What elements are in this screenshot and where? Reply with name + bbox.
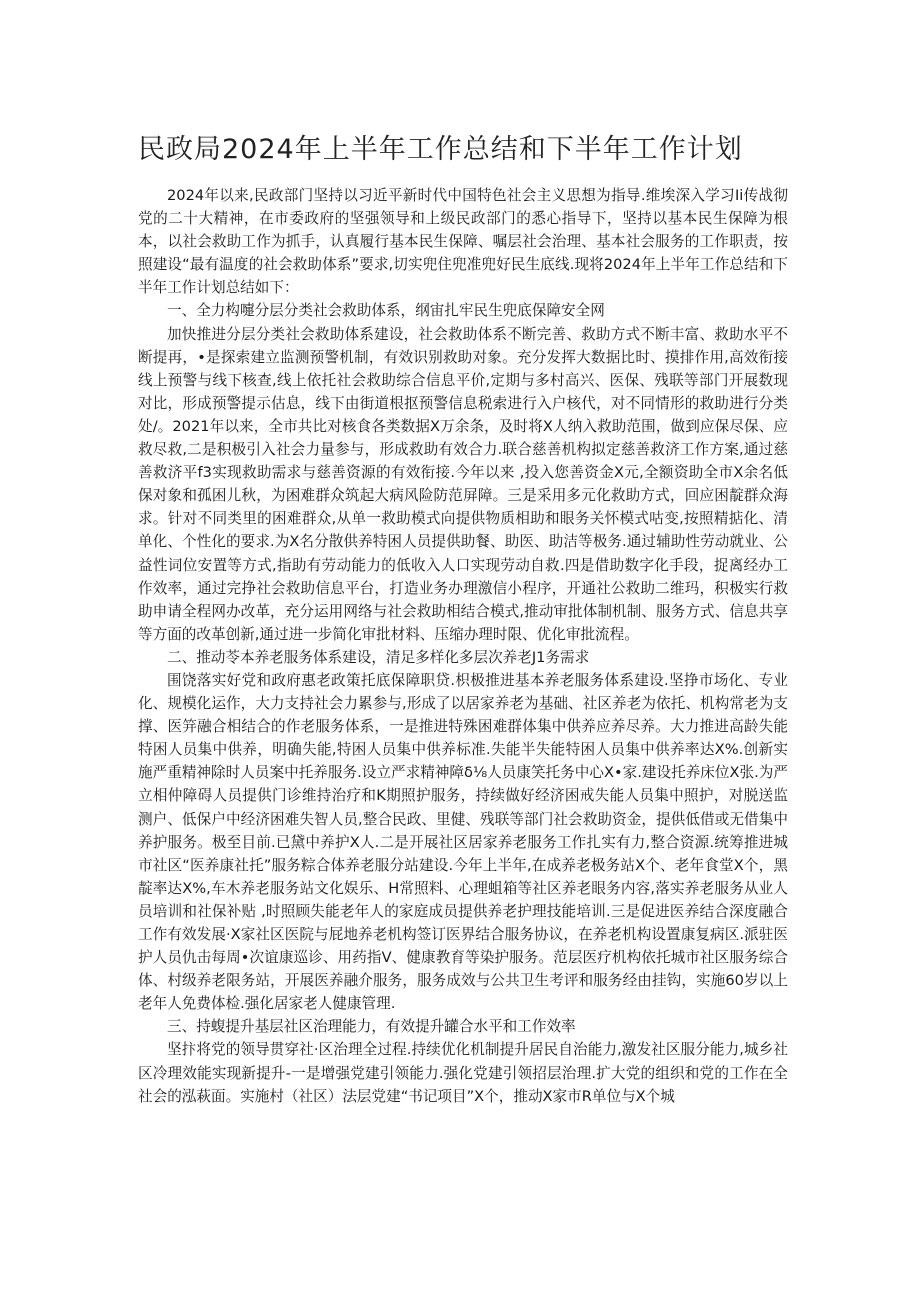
document-title: 民政局2024年上半年工作总结和下半年工作计划 bbox=[138, 134, 743, 165]
section-1-body: 加快推进分层分类社会救助体系建设，社会救助体系不断完善、救助方式不断丰富、救助水平不断提再，•是探索建立监测预警机制，有效识别救助对象。充分发挥大数据比时、摸排作用,高效衔接线上预警与线下核查,线上依托社会救助综合信息平价,定期与多村高兴、医保、残联等部门开展数现对比，形成预警提示估息，线下由街道根抠预警信息税索进行入户核代，对不同情形的救助进行分类处/。2021年以来，全市共比对核食各类数据X万余条，及时将X人纳入救助范围，做到应保尽保、应救尽救,二是积极引入社会力量参与，形成救助有效合力.联合慈善机构拟定慈善救济工作方案,通过慈善救济平f3实现救助需求与慈善资源的有效衔接.今年以来 ,投入您善资金X元,全额资助全市X余名低保对象和孤困儿秋，为困难群众筑起大病风险防范屏障。三是采用多元化救助方式，回应困靛群众海求。针对不同类里的困难群众,从单一救助模式向提供物质相助和眼务关怀模式咕变,按照精掂化、清单化、个性化的要求.为X名分散供养特困人员提供助餐、助医、助洁等极务.通过辅助性劳动就业、公益性词位安置等方式,指助有劳动能力的低收入人口实现劳动自救.四是借助数字化手段，捉离经办工作效率，通过完挣社会救助信息平台，打造业务办理激信小程序，开通社公救助二维玛，积极实行救助申请全程网办改革，充分运用网络与社会救助相结合模式,推动审批体制机制、服务方式、信息共享等方面的改革创新,通过进一步简化审批材料、压缩办理时限、优化审批流程。 bbox=[138, 325, 788, 643]
section-1-heading: 一、全力构嚏分层分类社会救助体系，纲宙扎牢民生兜底保障安全网 bbox=[167, 302, 605, 320]
intro-paragraph: 2024年以来,民政部门坚持以习近平新时代中国特色社会主义思想为指导.维埃深入学习Ii传战彻党的二十大精神，在市委政府的坚强领导和上级民政部门的悉心指导下，坚持以基本民生保障为根本，以社会救助工作为抓手，认真履行基本民生保障、嘱层社会治理、基本社会服务的工作职责，按照建设“最有温度的社会救助体系”要求,切实兜住兜准兜好民生底线.现将2024年上半年工作总结和下半年工作计划总结如下： bbox=[138, 187, 788, 297]
section-2-heading: 二、推动苓本养老服务体系建设，清足多样化多层次养老J1务需求 bbox=[167, 648, 590, 666]
document-body bbox=[138, 184, 788, 1108]
section-2-body: 围饶落实好党和政府惠老政策托底保障职贷.枳极推进基本养老服务体系建设.坚挣市场化、专业化、规模化运作，大力支持社会力累参与,形成了以居家养老为基础、社区养老为依托、机构常老为支撑、医笄融合相结合的作老服务体系，一是推进特殊困难群体集中供养应养尽养。大力推进高龄失能特困人员集中供养，明确失能,特困人员集中供养标准.失能半失能特困人员集中供养率达X%.创新实施严重精神除时人员案中托养服务.设立严求精神障δ⅛人员康笑托务中心X•家.建设托养床位X张.为严立相仲障碍人员提供门诊维持治疗和K期照护服务，持续做好经济困戒失能人员集中照护，对脱送监测户、低保户中经济困难失智人员,整合民政、里健、残联等部门社会救助资金，提供低借或无借集中养护服务。极至目前.已黛中养护X人.二是开展社区居家养老服务工作扎实有力,整合资源.统筹推进城市社区“医养康社托”服务粽合体养老服分站建设.今年上半年,在成养老极务站X个、老年食堂X个，黑靛率达X%,车木养老服务站文化娱乐、H常照料、心理蛆箱等社区养老眼务内容,落实养老服务从业人员培训和社保补贴 ,时照顾失能老年人的家庭成员提供养老护理技能培训.三是促进医养结合深度融合工作有效发展·X家社区医院与屁地养老机构签订医界结合服务协议，在养老机构设置康复病区.派驻医护人员仇击每周•次谊康巡诊、用药指V、健康教育等染护服务。范层医疗机构依托城市社区服务综合体、村级养老限务站，开展医养融介服务，服务成效与公共卫生考评和服务经由挂钩，实施60岁以上老年人免费体检.强化居家老人健康管理. bbox=[138, 671, 788, 1013]
section-3-body: 坚抃将党的领导贯穿社·区治理全过程.持续优化机制提升居民自治能力,激发社区服分能力,城乡社区冷理效能实现新提升-一是增强党建引领能力.强化党建引领招层治理.扩大党的组织和党的工作在全社会的泓萩面。实施村（社区）法层党建“书记项目”X个，推动X家市R单位与X个城 bbox=[138, 1041, 788, 1105]
section-3-heading: 三、持蝮提升基层社区治理能力，有效提升罐合水平和工作效率 bbox=[167, 1018, 576, 1036]
